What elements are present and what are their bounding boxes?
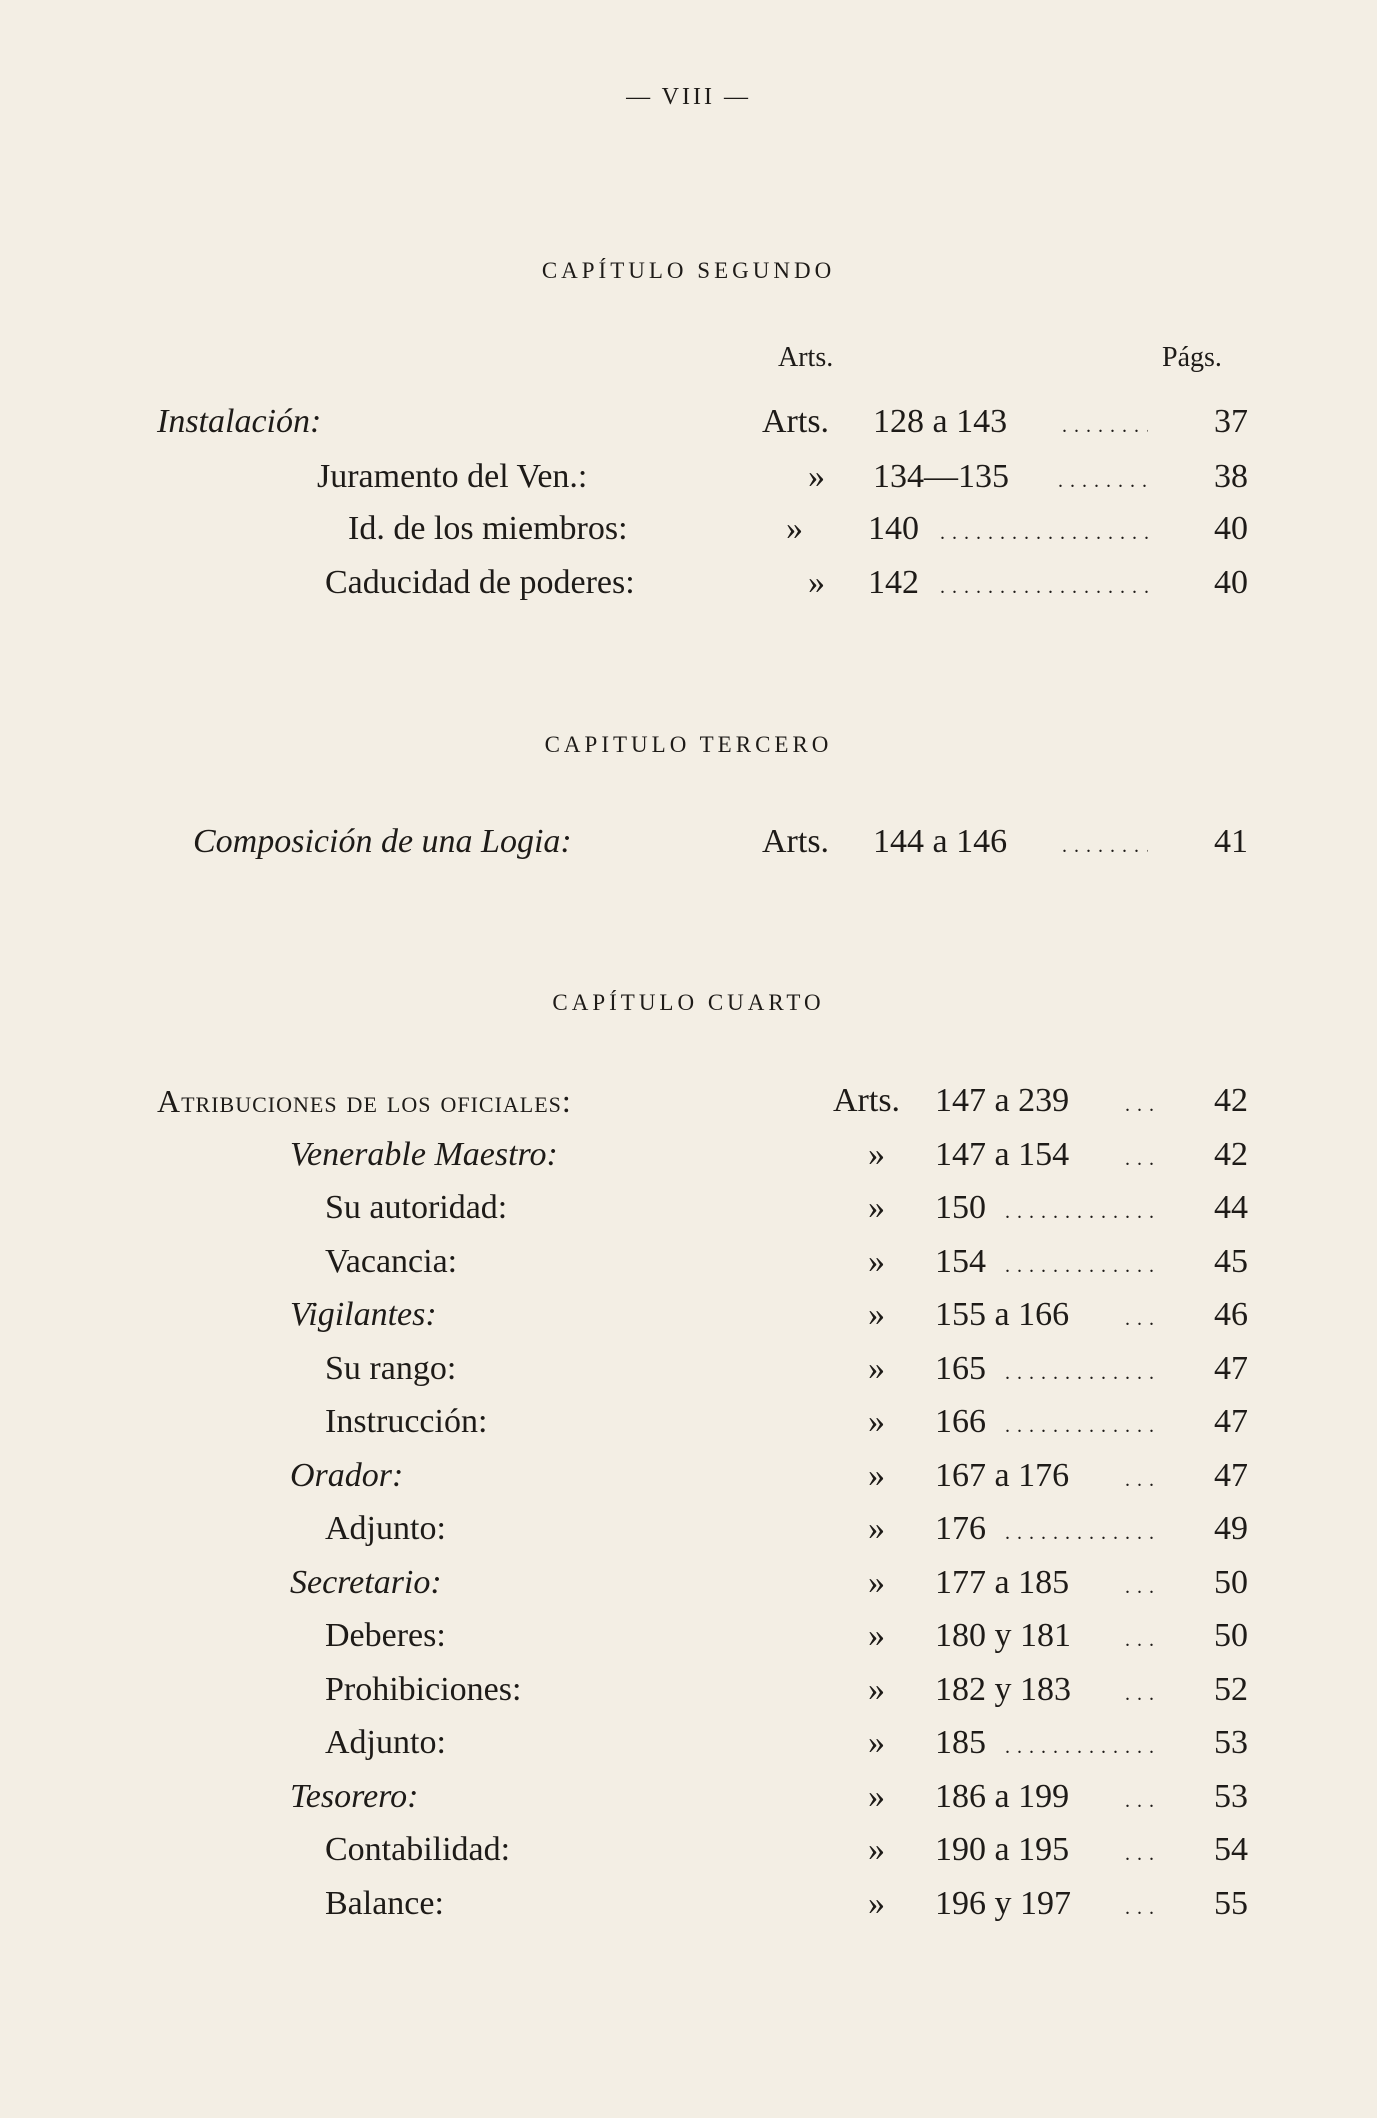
toc-entry: Atribuciones de los oficiales: Arts. 147 a 239 . . . 42 — [0, 1079, 1377, 1123]
toc-entry: Deberes: » 180 y 181 . . . 50 — [0, 1614, 1377, 1658]
leader-dots — [1125, 1614, 1161, 1662]
chapter-3-title: CAPITULO TERCERO — [544, 732, 833, 757]
leader-dots — [1005, 1240, 1161, 1288]
toc-entry: Composición de una Logia: Arts. 144 a 146 . . . 41 — [0, 820, 1377, 864]
toc-entry: Tesorero: » 186 a 199 . . . 53 — [0, 1775, 1377, 1819]
toc-entry: Prohibiciones: » 182 y 183 . . . 52 — [0, 1668, 1377, 1712]
leader-dots — [1125, 1293, 1161, 1341]
toc-entry: Secretario: » 177 a 185 . . . 50 — [0, 1561, 1377, 1605]
leader-dots — [1005, 1721, 1161, 1769]
leader-dots — [1005, 1347, 1161, 1395]
leader-dots — [940, 561, 1148, 609]
toc-entry: Juramento del Ven.: » 134—135 . . . 38 — [0, 455, 1377, 499]
leader-dots — [940, 507, 1148, 555]
toc-entry: Vigilantes: » 155 a 166 . . . 46 — [0, 1293, 1377, 1337]
toc-entry: Su rango: » 165 . . . 47 — [0, 1347, 1377, 1391]
toc-entry: Id. de los miembros: » 140 . . . 40 — [0, 507, 1377, 551]
leader-dots — [1005, 1400, 1161, 1448]
leader-dots — [1125, 1775, 1161, 1823]
leader-dots — [1125, 1079, 1161, 1127]
leader-dots — [1125, 1133, 1161, 1181]
toc-entry: Adjunto: » 176 . . . 49 — [0, 1507, 1377, 1551]
leader-dots — [1125, 1561, 1161, 1609]
column-header-pags: Págs. — [1162, 342, 1222, 373]
leader-dots — [1125, 1668, 1161, 1716]
leader-dots — [1005, 1507, 1161, 1555]
leader-dots — [1062, 820, 1148, 868]
toc-entry: Instalación: Arts. 128 a 143 . . . 37 — [0, 400, 1377, 444]
toc-entry: Vacancia: » 154 . . . 45 — [0, 1240, 1377, 1284]
column-header-arts: Arts. — [778, 342, 834, 373]
toc-entry: Balance: » 196 y 197 . . . 55 — [0, 1882, 1377, 1926]
toc-entry: Adjunto: » 185 . . . 53 — [0, 1721, 1377, 1765]
toc-entry: Contabilidad: » 190 a 195 . . . 54 — [0, 1828, 1377, 1872]
leader-dots — [1005, 1186, 1161, 1234]
leader-dots — [1125, 1454, 1161, 1502]
chapter-2-title: CAPÍTULO SEGUNDO — [541, 258, 836, 283]
toc-entry: Venerable Maestro: » 147 a 154 . . . 42 — [0, 1133, 1377, 1177]
leader-dots — [1125, 1828, 1161, 1876]
toc-entry: Orador: » 167 a 176 . . . 47 — [0, 1454, 1377, 1498]
page-number: — VIII — — [626, 84, 751, 110]
chapter-4-title: CAPÍTULO CUARTO — [552, 990, 825, 1015]
toc-entry: Su autoridad: » 150 . . . 44 — [0, 1186, 1377, 1230]
leader-dots — [1125, 1882, 1161, 1930]
toc-entry: Caducidad de poderes: » 142 . . . 40 — [0, 561, 1377, 605]
leader-dots — [1058, 455, 1148, 503]
toc-entry: Instrucción: » 166 . . . 47 — [0, 1400, 1377, 1444]
leader-dots — [1062, 400, 1148, 448]
